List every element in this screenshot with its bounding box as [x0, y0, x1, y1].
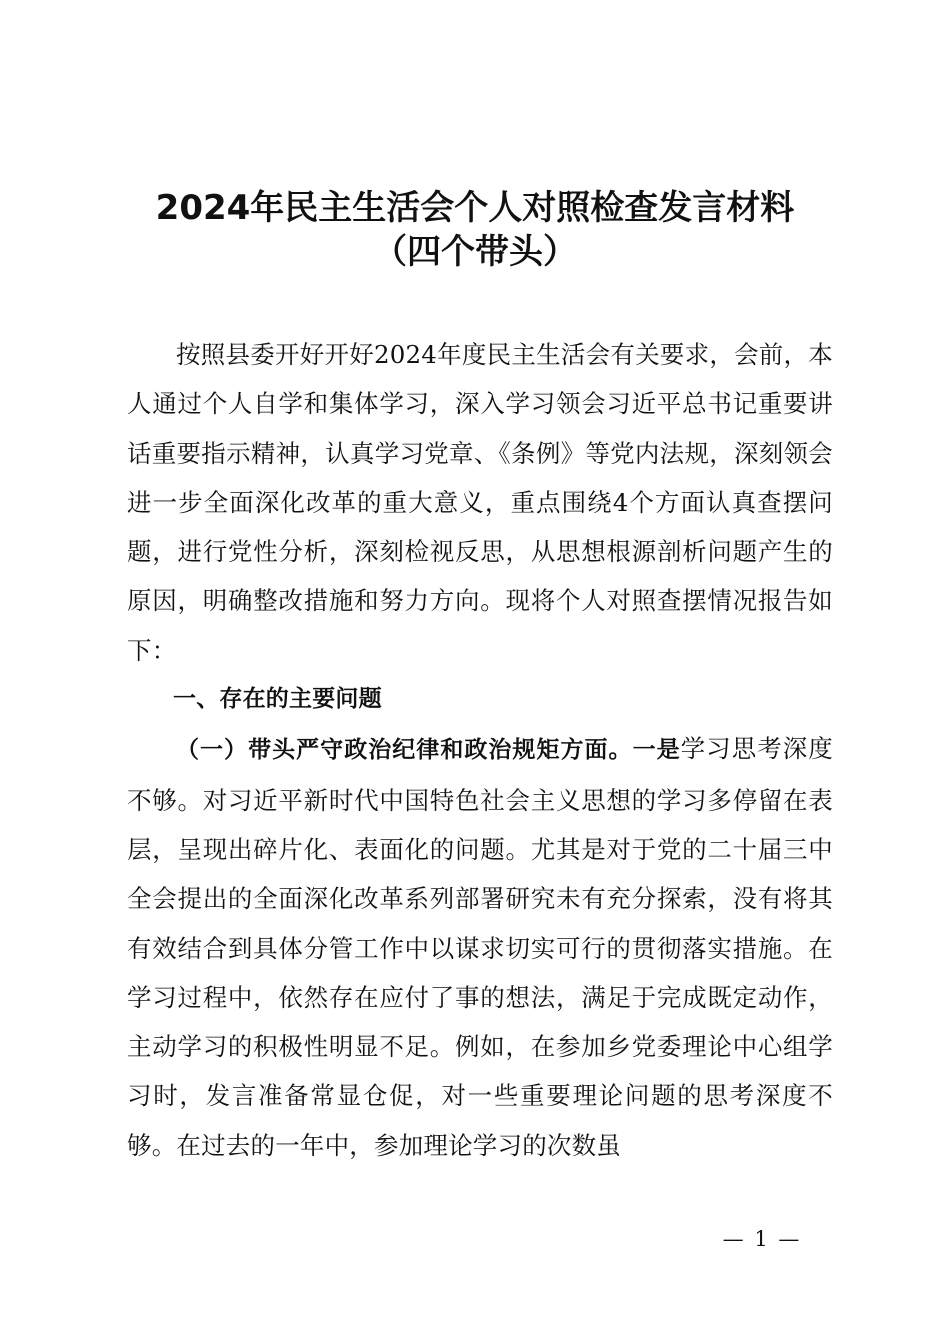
item-heading: （一）带头严守政治纪律和政治规矩方面。 — [176, 737, 633, 764]
page-number: — 1 — — [722, 1227, 802, 1251]
item-lead: 一是 — [632, 737, 681, 764]
section-paragraph — [127, 724, 833, 1170]
document-title: 2024年民主生活会个人对照检查发言材料 — [155, 188, 795, 228]
section-heading: 一、存在的主要问题 — [173, 686, 382, 713]
document-subtitle: （四个带头） — [373, 232, 577, 272]
intro-paragraph: 按照县委开好开好2024年度民主生活会有关要求，会前，本人通过个人自学和集体学习，深入学习领会习近平总书记重要讲话重要指示精神，认真学习党章、《条例》等党内法规，深刻领会进一步全面深化改革的重大意义，重点围绕4个方面认真查摆问题，进行党性分析，深刻检视反思，从思想根源剖析问题产生的原因，明确整改措施和努力方向。现将个人对照查摆情况报告如下： — [127, 340, 833, 665]
document-body — [127, 330, 833, 1170]
item-text: 学习思考深度不够。对习近平新时代中国特色社会主义思想的学习多停留在表层，呈现出碎片化、表面化的问题。尤其是对于党的二十届三中全会提出的全面深化改革系列部署研究未有充分探索，没有将其有效结合到具体分管工作中以谋求切实可行的贯彻落实措施。在学习过程中，依然存在应付了事的想法，满足于完成既定动作，主动学习的积极性明显不足。例如，在参加乡党委理论中心组学习时，发言准备常显仓促，对一些重要理论问题的思考深度不够。在过去的一年中，参加理论学习的次数虽 — [127, 734, 833, 1160]
